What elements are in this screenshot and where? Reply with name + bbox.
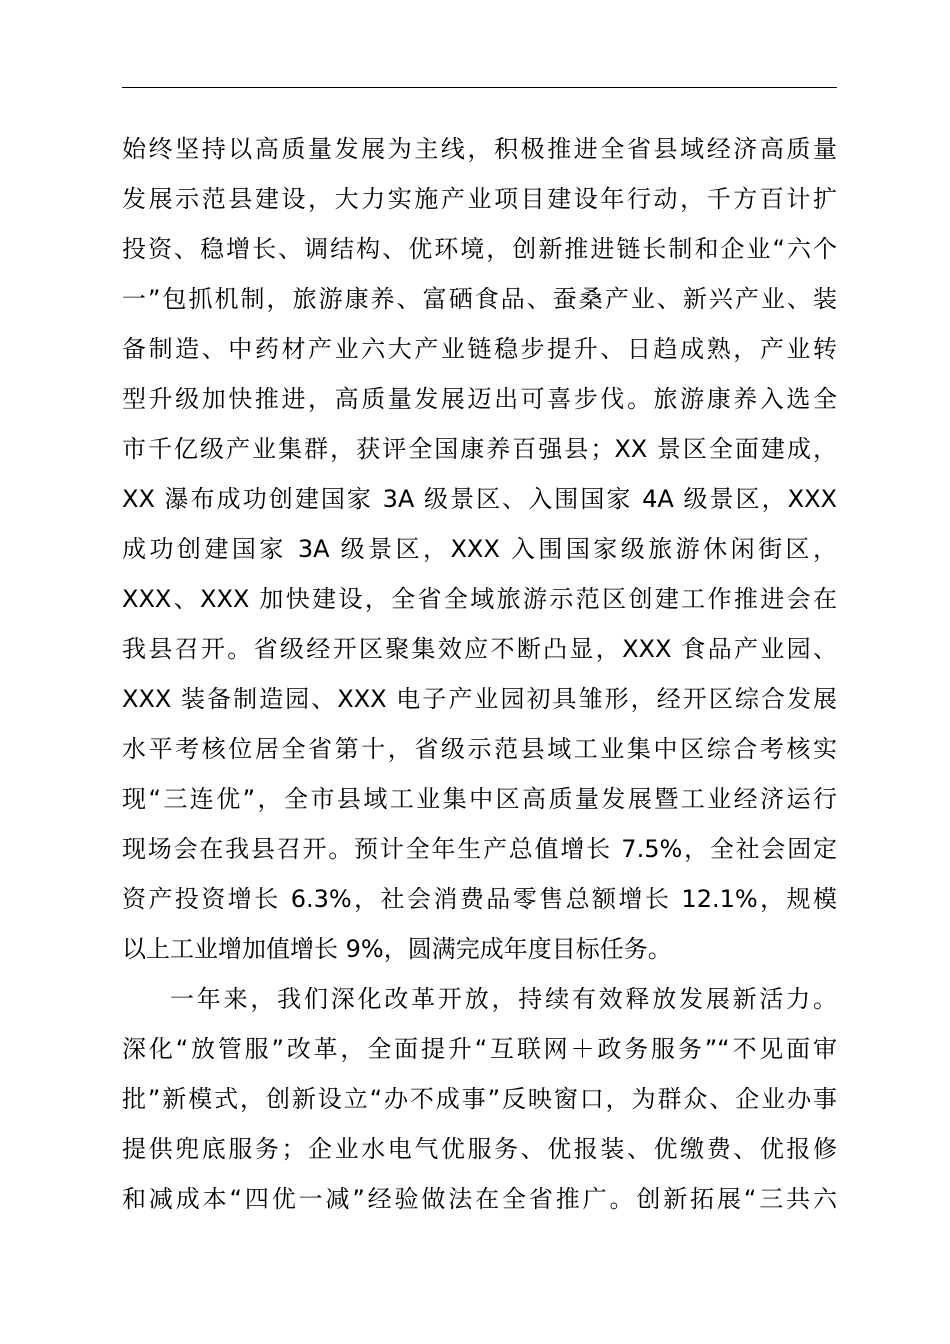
text-line: 备制造、中药材产业六大产业链稳步提升、日趋成熟，产业转: [122, 335, 837, 363]
text-line: 型升级加快推进，高质量发展迈出可喜步伐。旅游康养入选全: [122, 385, 837, 413]
text-line: 市千亿级产业集群，获评全国康养百强县；XX 景区全面建成，: [122, 435, 837, 463]
text-line: 批”新模式，创新设立“办不成事”反映窗口，为群众、企业办事: [122, 1085, 837, 1113]
text-line: 资产投资增长 6.3%，社会消费品零售总额增长 12.1%，规模: [122, 885, 837, 913]
header-rule: [122, 87, 837, 88]
text-line: 发展示范县建设，大力实施产业项目建设年行动，千方百计扩: [122, 185, 837, 213]
text-line: XX 瀑布成功创建国家 3A 级景区、入围国家 4A 级景区，XXX: [122, 485, 837, 513]
text-line: XXX 装备制造园、XXX 电子产业园初具雏形，经开区综合发展: [122, 685, 837, 713]
text-line: 成功创建国家 3A 级景区，XXX 入围国家级旅游休闲街区，: [122, 535, 837, 563]
text-line: 深化“放管服”改革，全面提升“互联网＋政务服务”“不见面审: [122, 1035, 837, 1063]
text-line: 投资、稳增长、调结构、优环境，创新推进链长制和企业“六个: [122, 235, 837, 263]
document-body: [122, 124, 837, 1224]
text-line: 始终坚持以高质量发展为主线，积极推进全省县域经济高质量: [122, 135, 837, 163]
text-line: 以上工业增加值增长 9%，圆满完成年度目标任务。: [122, 935, 672, 963]
text-line: 我县召开。省级经开区聚集效应不断凸显，XXX 食品产业园、: [122, 635, 837, 663]
text-line: 和减成本“四优一减”经验做法在全省推广。创新拓展“三共六: [122, 1185, 837, 1213]
text-line: 现“三连优”，全市县域工业集中区高质量发展暨工业经济运行: [122, 785, 837, 813]
paragraph: [122, 124, 837, 974]
text-line: 提供兜底服务；企业水电气优服务、优报装、优缴费、优报修: [122, 1135, 837, 1163]
text-line: 现场会在我县召开。预计全年生产总值增长 7.5%，全社会固定: [122, 835, 837, 863]
text-line: 一”包抓机制，旅游康养、富硒食品、蚕桑产业、新兴产业、装: [122, 285, 837, 313]
text-line-indented: 一年来，我们深化改革开放，持续有效释放发展新活力。: [170, 985, 837, 1013]
text-line: 水平考核位居全省第十，省级示范县域工业集中区综合考核实: [122, 735, 837, 763]
text-line: XXX、XXX 加快建设，全省全域旅游示范区创建工作推进会在: [122, 585, 837, 613]
paragraph: [122, 974, 837, 1224]
